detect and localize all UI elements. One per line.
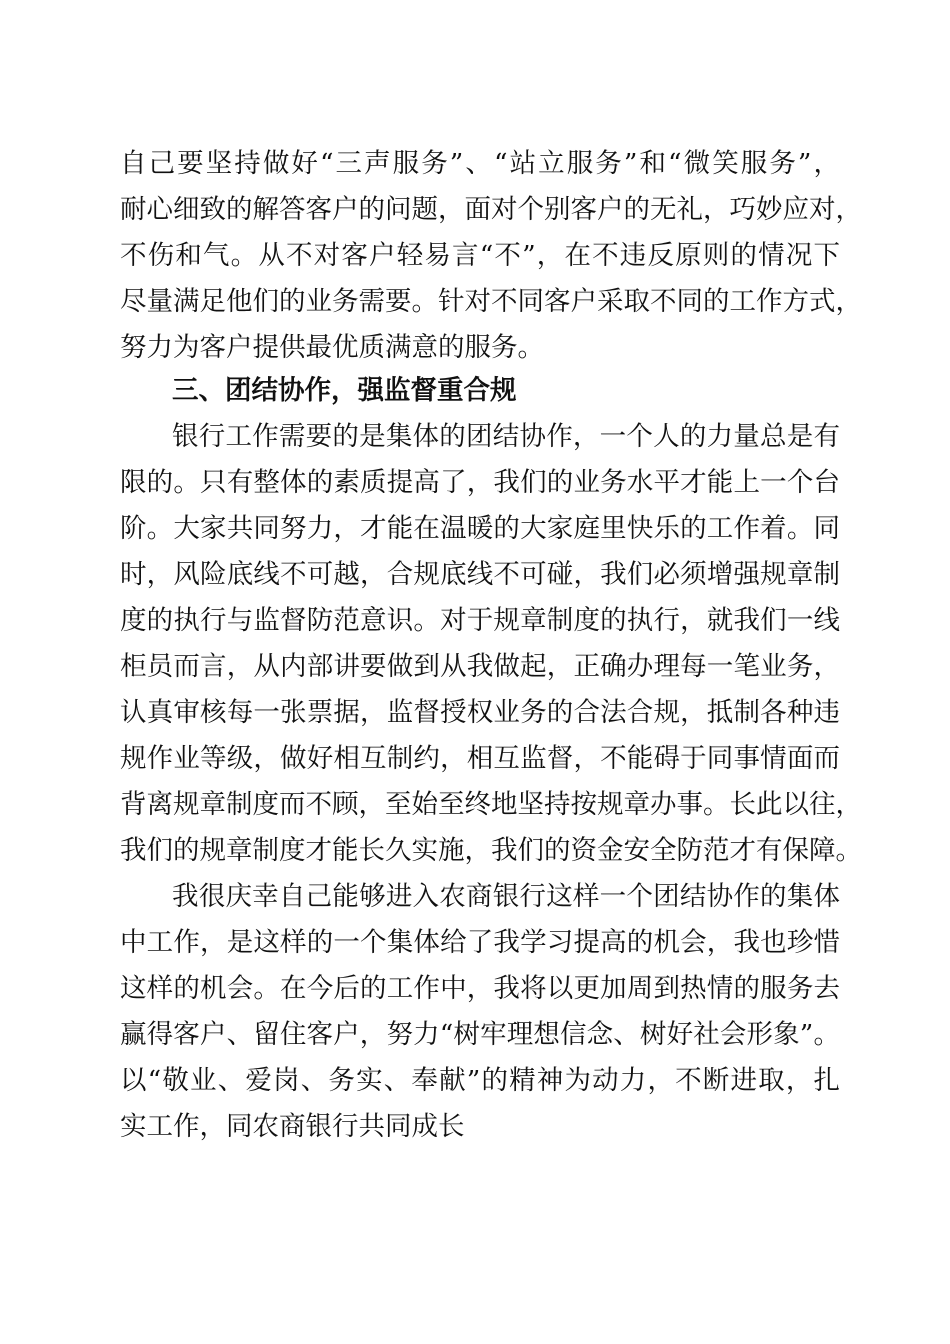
paragraph-line: 银行工作需要的是集体的团结协作，一个人的力量总是有 — [172, 421, 840, 452]
paragraph-line: 我很庆幸自己能够进入农商银行这样一个团结协作的集体 — [172, 881, 840, 912]
paragraph-line: 中工作，是这样的一个集体给了我学习提高的机会，我也珍惜 — [120, 927, 840, 958]
paragraph-line: 实工作，同农商银行共同成长 — [120, 1111, 465, 1142]
paragraph-line: 以“敬业、爱岗、务实、奉献”的精神为动力，不断进取，扎 — [120, 1065, 840, 1096]
paragraph-line: 规作业等级，做好相互制约，相互监督，不能碍于同事情面而 — [120, 743, 840, 774]
paragraph-line: 度的执行与监督防范意识。对于规章制度的执行，就我们一线 — [120, 605, 840, 636]
paragraph-line: 努力为客户提供最优质满意的服务。 — [120, 332, 544, 363]
paragraph-line: 耐心细致的解答客户的问题，面对个别客户的无礼，巧妙应对， — [120, 194, 862, 225]
paragraph-line: 柜员而言，从内部讲要做到从我做起，正确办理每一笔业务， — [120, 651, 840, 682]
paragraph-line: 不伤和气。从不对客户轻易言“不”，在不违反原则的情况下 — [120, 240, 840, 271]
section-heading: 三、团结协作，强监督重合规 — [172, 375, 517, 406]
paragraph-line: 背离规章制度而不顾，至始至终地坚持按规章办事。长此以往， — [120, 789, 862, 820]
paragraph-line: 时，风险底线不可越，合规底线不可碰，我们必须增强规章制 — [120, 559, 840, 590]
paragraph-line: 阶。大家共同努力，才能在温暖的大家庭里快乐的工作着。同 — [120, 513, 840, 544]
paragraph-line: 我们的规章制度才能长久实施，我们的资金安全防范才有保障。 — [120, 835, 862, 866]
paragraph-line: 限的。只有整体的素质提高了，我们的业务水平才能上一个台 — [120, 467, 840, 498]
paragraph-line: 赢得客户、留住客户，努力“树牢理想信念、树好社会形象”。 — [120, 1019, 840, 1050]
paragraph-line: 认真审核每一张票据，监督授权业务的合法合规，抵制各种违 — [120, 697, 840, 728]
paragraph-line: 尽量满足他们的业务需要。针对不同客户采取不同的工作方式， — [120, 286, 862, 317]
paragraph-line: 自己要坚持做好“三声服务”、“站立服务”和“微笑服务”， — [120, 148, 840, 179]
paragraph-line: 这样的机会。在今后的工作中，我将以更加周到热情的服务去 — [120, 973, 840, 1004]
